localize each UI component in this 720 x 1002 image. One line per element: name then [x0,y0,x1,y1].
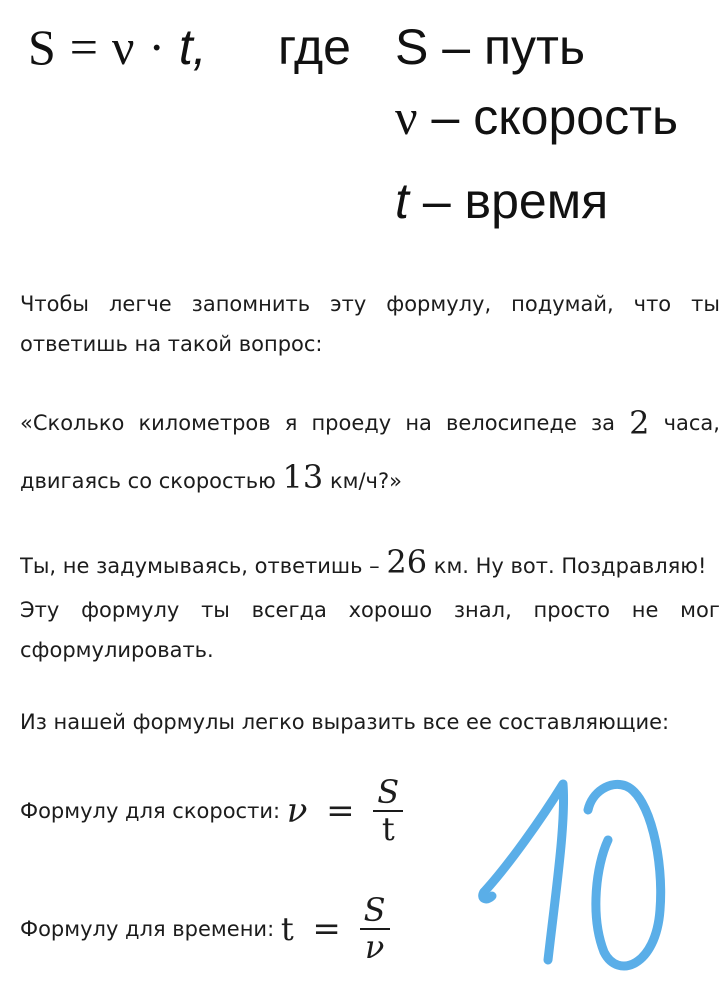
word: просто [533,598,611,622]
word: не [631,598,659,622]
paragraph-2-line-2 [20,457,720,501]
time-formula-fraction [360,893,390,965]
fraction-numerator: S [373,775,403,812]
word: часа, [663,411,720,435]
word: эту [330,292,367,316]
formula-equals: = [69,19,98,75]
word: знал, [453,598,512,622]
word: запомнить [191,292,311,316]
word: подумай, [511,292,614,316]
text: км. Ну вот. Поздравляю! [433,554,707,578]
text: км/ч?» [329,469,402,493]
def-dash: – [442,19,471,75]
def-dash: – [422,173,451,229]
handwritten-zero-stroke [588,784,661,966]
word: что [633,292,672,316]
paragraph-3 [20,542,720,586]
word: хорошо [348,598,433,622]
formula-header [28,19,207,75]
fraction-denominator: ν [364,928,385,967]
paragraph-4-line-1 [20,590,720,630]
where-word: где [278,19,351,75]
def-symbol: S [395,19,429,75]
paragraph-1-line-1 [20,284,720,324]
word: велосипеде [446,411,577,435]
formula-dot: · [148,19,165,75]
speed-formula-lhs: ν [286,791,308,832]
speed-formula-fraction [373,775,403,847]
handwritten-mark-ten [470,770,690,980]
text: Ты, не задумываясь, ответишь – [20,554,380,578]
word: ты [201,598,230,622]
word: Эту [20,598,60,622]
number-hours: 2 [629,404,650,442]
time-formula-lhs: t [280,910,294,949]
fraction-denominator: t [381,810,395,849]
formula-v: ν [111,19,135,75]
formula-t: t, [178,19,207,75]
word: на [405,411,432,435]
number-distance: 26 [386,543,428,581]
word: за [590,411,616,435]
time-formula-equals: = [312,909,341,950]
number-speed: 13 [282,458,324,496]
def-row-time [395,173,609,229]
word: «Сколько [20,411,125,435]
paragraph-1-line-2: ответишь на такой вопрос: [20,332,323,356]
def-text: время [464,173,609,229]
time-formula-label: Формулу для времени: [20,917,275,942]
def-row-speed [395,89,679,145]
def-row-path [395,19,586,75]
word: легче [108,292,172,316]
word: всегда [251,598,327,622]
def-symbol: ν [395,89,418,145]
word: я [284,411,298,435]
speed-formula-label: Формулу для скорости: [20,799,281,824]
handwritten-one-flag [483,892,492,899]
word: формулу [81,598,180,622]
word: мог [680,598,720,622]
def-text: путь [483,19,586,75]
paragraph-2-line-1 [20,403,720,443]
def-text: скорость [473,89,679,145]
word: формулу, [386,292,492,316]
text: двигаясь со скоростью [20,469,276,493]
handwritten-one-stroke [484,784,564,960]
speed-formula-equals: = [326,791,355,832]
fraction-numerator: S [360,893,390,930]
paragraph-4-line-2: сформулировать. [20,638,214,662]
word: ты [691,292,720,316]
word: километров [138,411,271,435]
paragraph-5: Из нашей формулы легко выразить все ее составляющие: [20,710,670,734]
def-symbol: t [395,173,409,229]
formula-s: S [28,19,56,75]
word: проеду [311,411,392,435]
def-dash: – [431,89,460,145]
word: Чтобы [20,292,90,316]
